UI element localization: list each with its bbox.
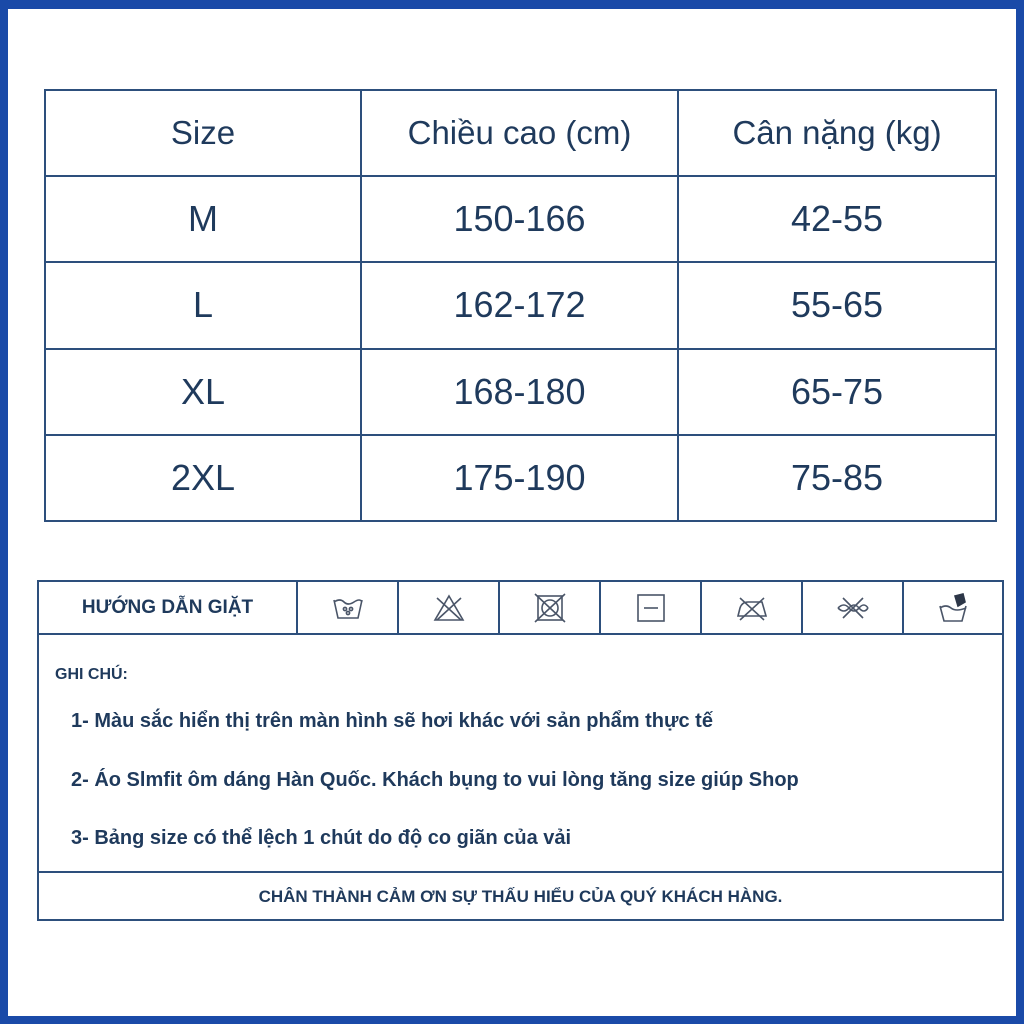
size-table (44, 89, 997, 522)
table-row (45, 349, 996, 435)
thanks-message: CHÂN THÀNH CẢM ƠN SỰ THẤU HIỂU CỦA QUÝ KHÁCH HÀNG. (39, 871, 1002, 921)
no-wring-icon (803, 582, 904, 633)
care-instructions-row (39, 582, 1002, 635)
no-tumble-dry-icon (500, 582, 601, 633)
size-cell: M (45, 176, 361, 262)
header-size: Size (45, 90, 361, 176)
table-row (45, 262, 996, 348)
height-cell: 168-180 (361, 349, 678, 435)
no-bleach-icon (399, 582, 500, 633)
weight-cell: 75-85 (678, 435, 996, 521)
care-title: HƯỚNG DẪN GIẶT (39, 582, 298, 633)
note-item: 1- Màu sắc hiển thị trên màn hình sẽ hơi khác với sản phẩm thực tế (71, 710, 713, 732)
table-row (45, 176, 996, 262)
table-row (45, 435, 996, 521)
notes-label: GHI CHÚ: (55, 666, 128, 683)
note-item: 3- Bảng size có thể lệch 1 chút do độ co giãn của vải (71, 827, 572, 849)
care-box (37, 580, 1004, 921)
size-cell: 2XL (45, 435, 361, 521)
note-item: 2- Áo Slmfit ôm dáng Hàn Quốc. Khách bụng to vui lòng tăng size giúp Shop (71, 769, 799, 791)
height-cell: 162-172 (361, 262, 678, 348)
dry-flat-icon (601, 582, 702, 633)
height-cell: 175-190 (361, 435, 678, 521)
weight-cell: 65-75 (678, 349, 996, 435)
header-weight: Cân nặng (kg) (678, 90, 996, 176)
size-cell: XL (45, 349, 361, 435)
hand-wash-icon (904, 582, 1002, 633)
weight-cell: 55-65 (678, 262, 996, 348)
wash-30-icon (298, 582, 399, 633)
size-table-header (45, 90, 996, 176)
height-cell: 150-166 (361, 176, 678, 262)
size-cell: L (45, 262, 361, 348)
weight-cell: 42-55 (678, 176, 996, 262)
header-height: Chiều cao (cm) (361, 90, 678, 176)
iron-low-icon (702, 582, 803, 633)
